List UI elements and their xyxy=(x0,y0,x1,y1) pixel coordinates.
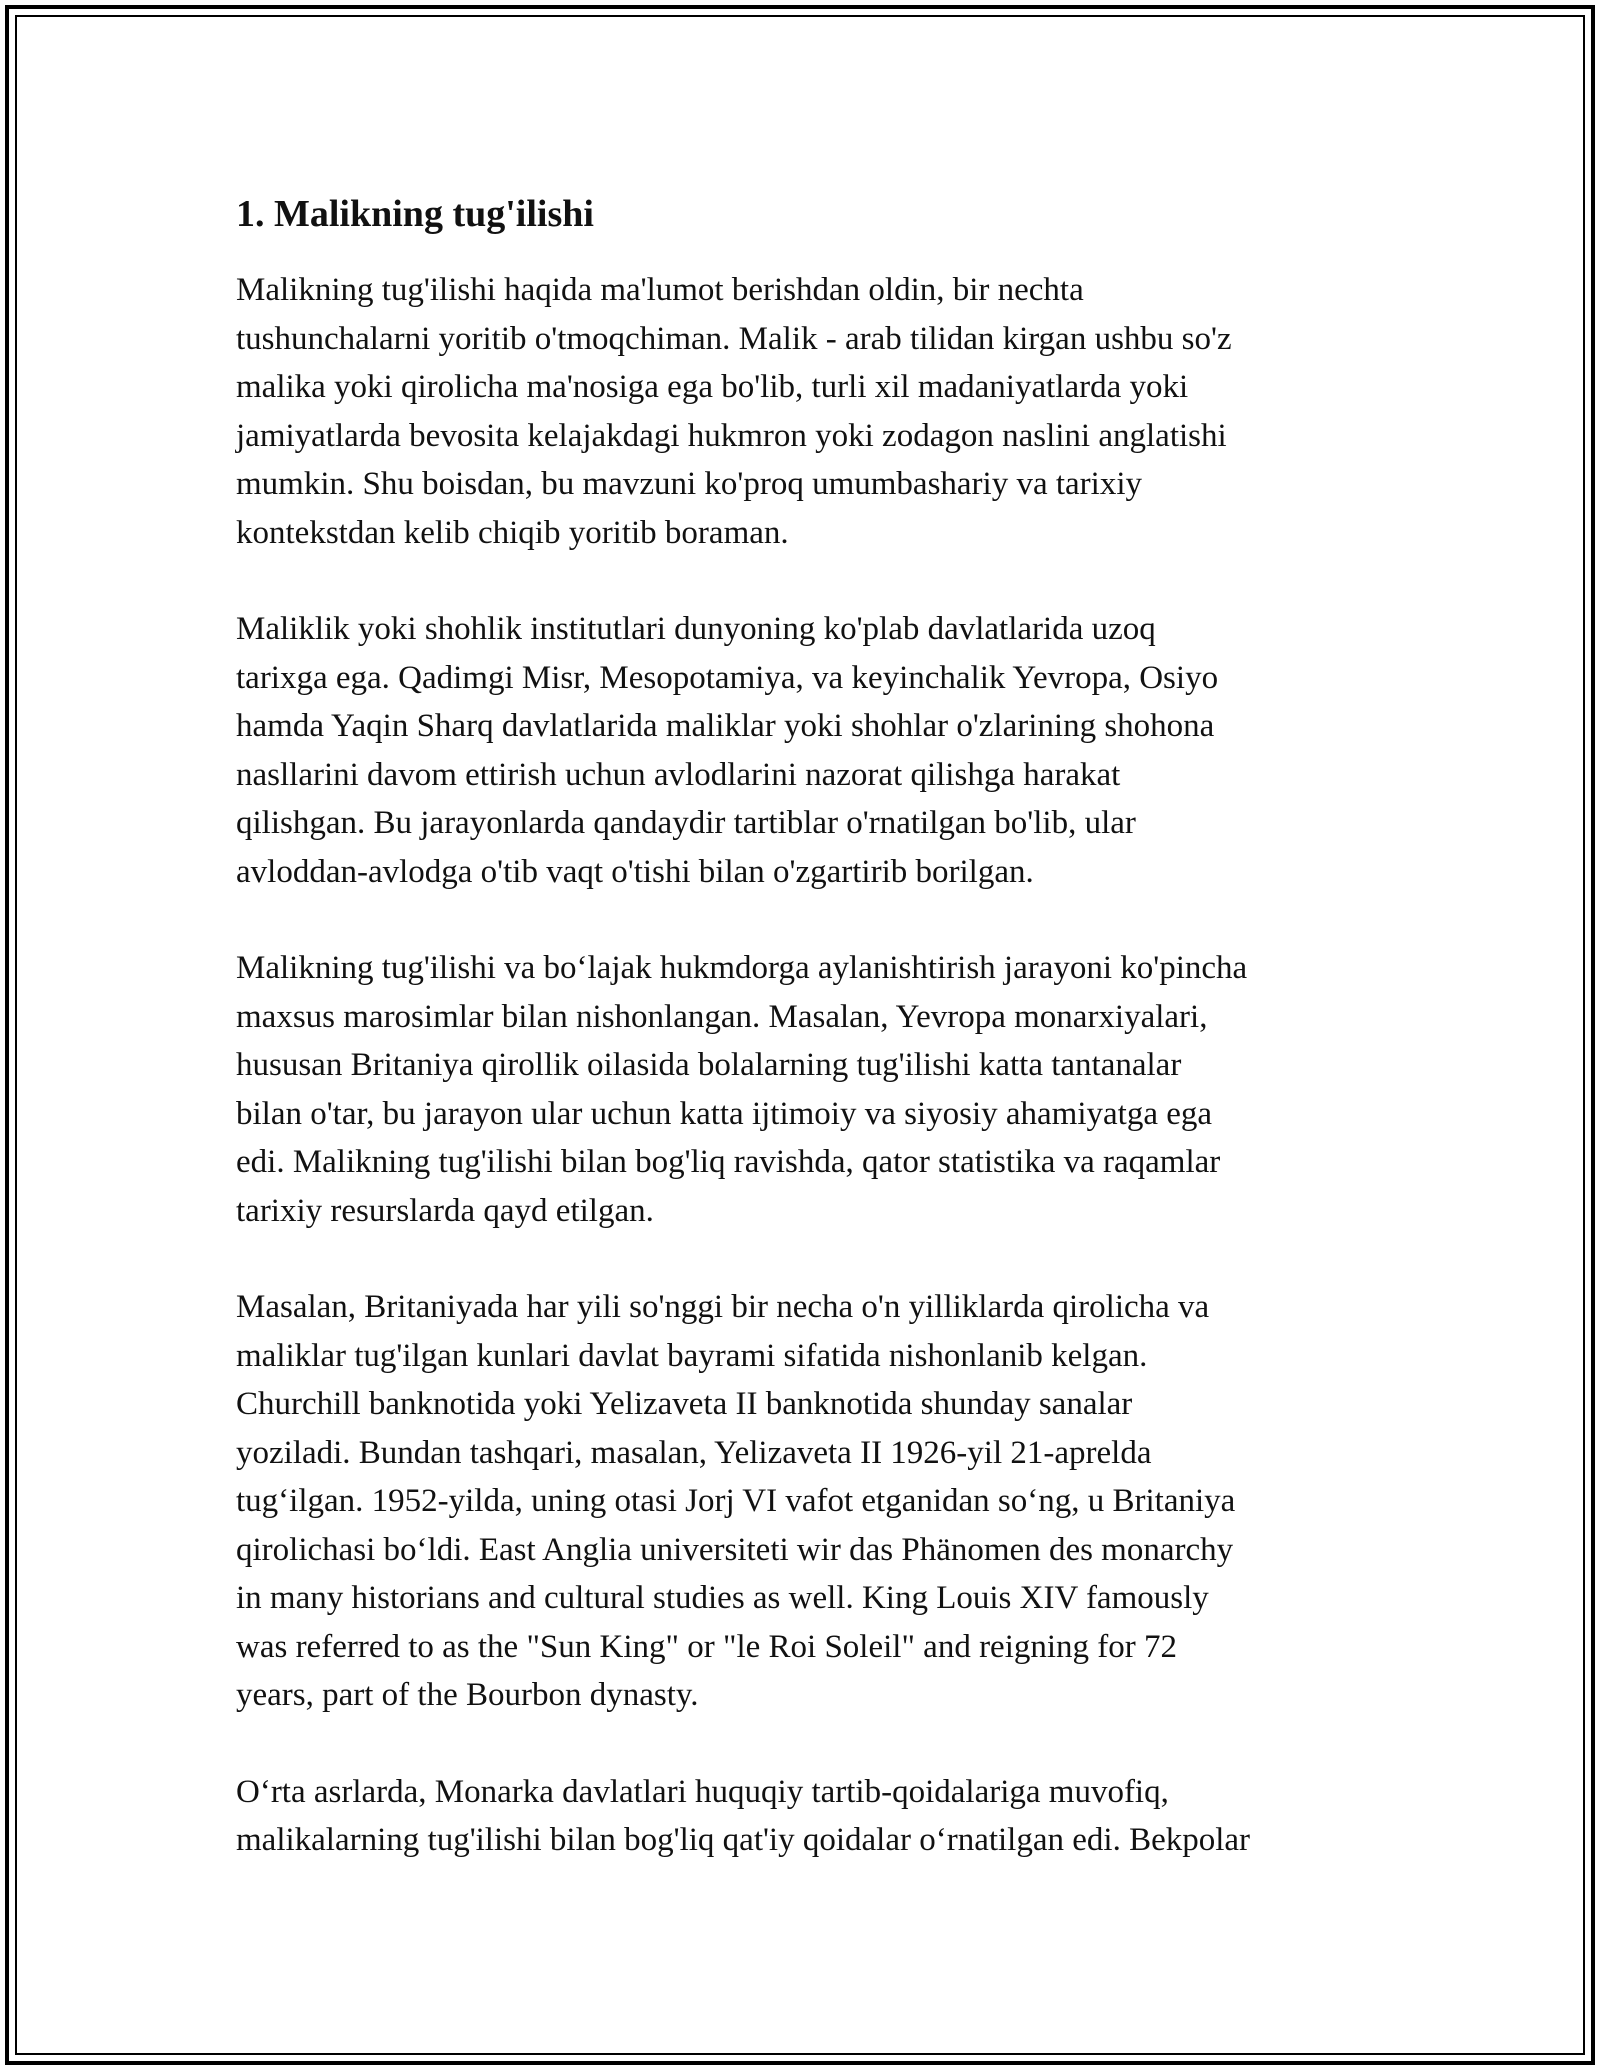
text-line: years, part of the Bourbon dynasty. xyxy=(236,1677,699,1713)
paragraph xyxy=(236,944,1366,1235)
paragraph xyxy=(236,1283,1366,1720)
text-line: bilan o'tar, bu jarayon ular uchun katta ijtimoiy va siyosiy ahamiyatga ega xyxy=(236,1095,1213,1132)
section-heading: 1. Malikning tug'ilishi xyxy=(236,193,594,235)
document-body xyxy=(236,188,1366,1865)
text-line: tushunchalarni yoritib o'tmoqchiman. Malik - arab tilidan kirgan ushbu so'z xyxy=(236,320,1232,357)
text-line: nasllarini davom ettirish uchun avlodlarini nazorat qilishga harakat xyxy=(236,756,1121,793)
text-line: malika yoki qirolicha ma'nosiga ega bo'lib, turli xil madaniyatlarda yoki xyxy=(236,369,1189,405)
text-line: Masalan, Britaniyada har yili so'nggi bir necha o'n yilliklarda qirolicha va xyxy=(236,1289,1210,1325)
text-line: qirolichasi bo‘ldi. East Anglia universiteti wir das Phänomen des monarchy xyxy=(236,1531,1234,1568)
text-line: Maliklik yoki shohlik institutlari dunyoning ko'plab davlatlarida uzoq xyxy=(236,611,1156,647)
text-line: Churchill banknotida yoki Yelizaveta II banknotida shunday sanalar xyxy=(236,1386,1133,1422)
text-line: malikalarning tug'ilishi bilan bog'liq qat'iy qoidalar o‘rnatilgan edi. Bekpolar xyxy=(236,1822,1251,1858)
paragraph xyxy=(236,1768,1366,1865)
text-line: tug‘ilgan. 1952-yilda, uning otasi Jorj VI vafot etganidan so‘ng, u Britaniya xyxy=(236,1483,1236,1519)
text-line: jamiyatlarda bevosita kelajakdagi hukmron yoki zodagon naslini anglatishi xyxy=(236,417,1227,454)
paragraph xyxy=(236,266,1366,557)
text-line: avloddan-avlodga o'tib vaqt o'tishi bilan o'zgartirib borilgan. xyxy=(236,853,1034,890)
text-line: qilishgan. Bu jarayonlarda qandaydir tartiblar o'rnatilgan bo'lib, ular xyxy=(236,805,1136,841)
text-line: in many historians and cultural studies as well. King Louis XIV famously xyxy=(236,1580,1209,1616)
text-line: edi. Malikning tug'ilishi bilan bog'liq ravishda, qator statistika va raqamlar xyxy=(236,1144,1221,1180)
text-line: Malikning tug'ilishi va bo‘lajak hukmdorga aylanishtirish jarayoni ko'pincha xyxy=(236,950,1248,986)
text-line: O‘rta asrlarda, Monarka davlatlari huquqiy tartib-qoidalariga muvofiq, xyxy=(236,1773,1169,1810)
paragraph-list xyxy=(236,266,1366,1865)
text-line: Malikning tug'ilishi haqida ma'lumot berishdan oldin, bir nechta xyxy=(236,272,1084,308)
text-line: maliklar tug'ilgan kunlari davlat bayrami sifatida nishonlanib kelgan. xyxy=(236,1337,1148,1374)
text-line: hususan Britaniya qirollik oilasida bolalarning tug'ilishi katta tantanalar xyxy=(236,1047,1182,1083)
text-line: mumkin. Shu boisdan, bu mavzuni ko'proq umumbashariy va tarixiy xyxy=(236,466,1143,502)
paragraph xyxy=(236,605,1366,896)
text-line: kontekstdan kelib chiqib yoritib boraman. xyxy=(236,514,789,551)
text-line: was referred to as the "Sun King" or "le Roi Soleil" and reigning for 72 xyxy=(236,1628,1178,1665)
text-line: yoziladi. Bundan tashqari, masalan, Yelizaveta II 1926-yil 21-aprelda xyxy=(236,1434,1152,1471)
text-line: tarixga ega. Qadimgi Misr, Mesopotamiya, va keyinchalik Yevropa, Osiyo xyxy=(236,659,1219,696)
text-line: hamda Yaqin Sharq davlatlarida maliklar yoki shohlar o'zlarining shohona xyxy=(236,708,1215,744)
text-line: maxsus marosimlar bilan nishonlangan. Masalan, Yevropa monarxiyalari, xyxy=(236,998,1208,1035)
text-line: tarixiy resurslarda qayd etilgan. xyxy=(236,1192,654,1229)
